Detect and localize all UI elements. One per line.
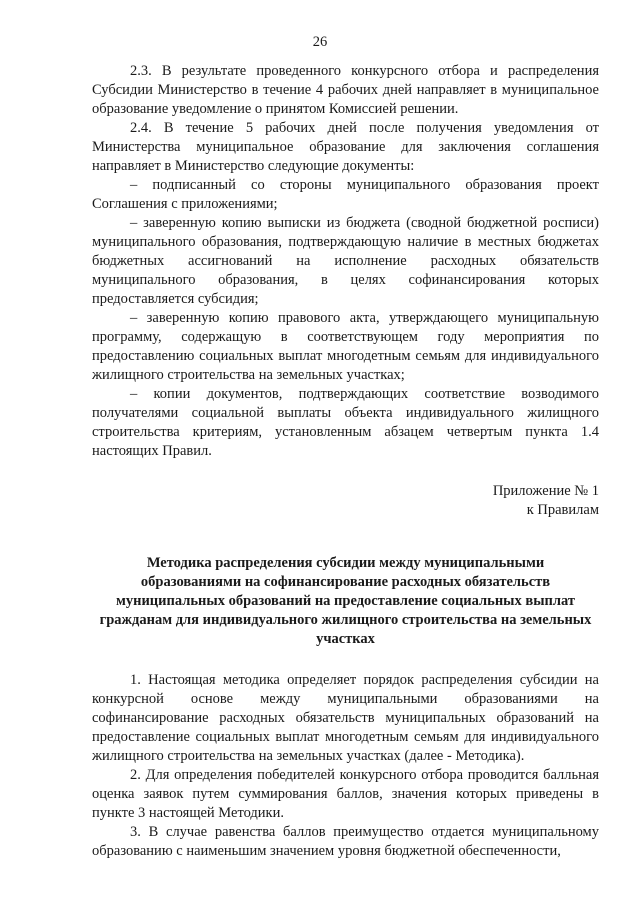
paragraph-2-4: 2.4. В течение 5 рабочих дней после получения уведомления от Министерства муниципальное образование для заключения соглашения направляет в Министерство следующие документы: (92, 120, 599, 174)
paragraph-2-3: 2.3. В результате проведенного конкурсного отбора и распределения Субсидии Министерство в течение 4 рабочих дней направляет в муниципальное образование уведомление о принятом Комиссией решении. (92, 63, 599, 117)
methodology-section (92, 671, 599, 861)
list-item-budget-extract: – заверенную копию выписки из бюджета (сводной бюджетной росписи) муниципального образования, подтверждающую наличие в местных бюджетах бюджетных ассигнований на исполнение расходных обязательств муниципального образования, в целях софинансирования которых предоставляется субсидия; (92, 215, 599, 307)
methodology-paragraph-2: 2. Для определения победителей конкурсного отбора проводится балльная оценка заявок путем суммирования баллов, значения которых приведены в пункте 3 настоящей Методики. (92, 767, 599, 821)
methodology-heading: Методика распределения субсидии между муниципальными образованиями на софинансирование расходных обязательств муниципальных образований на предоставление социальных выплат гражданам для индивидуального жилищного строительства на земельных участках (99, 555, 592, 647)
list-item-document-copies: – копии документов, подтверждающих соответствие возводимого получателями социальной выплаты объекта индивидуального жилищного строительства критериям, установленным абзацем четвертым пункта 1.4 настоящих Правил. (92, 386, 599, 459)
methodology-paragraph-3: 3. В случае равенства баллов преимущество отдается муниципальному образованию с наименьшим значением уровня бюджетной обеспеченности, (92, 824, 599, 859)
page-number: 26 (312, 34, 328, 50)
list-item-legal-act: – заверенную копию правового акта, утверждающего муниципальную программу, содержащую в соответствующем году мероприятия по предоставлению социальных выплат многодетным семьям для индивидуального жилищного строительства на земельных участках; (92, 310, 599, 383)
list-item-draft-agreement: – подписанный со стороны муниципального образования проект Соглашения с приложениями; (92, 177, 599, 212)
methodology-paragraph-1: 1. Настоящая методика определяет порядок распределения субсидии на конкурсной основе между муниципальными образованиями на софинансирование расходных обязательств муниципальных образований на предоставление социальных выплат многодетным семьям для индивидуального жилищного строительства на земельных участках (далее - Методика). (92, 672, 599, 764)
appendix-line-2: к Правилам (526, 502, 599, 518)
appendix-reference (92, 482, 599, 520)
document-body (92, 62, 599, 861)
appendix-line-1: Приложение № 1 (492, 483, 599, 499)
